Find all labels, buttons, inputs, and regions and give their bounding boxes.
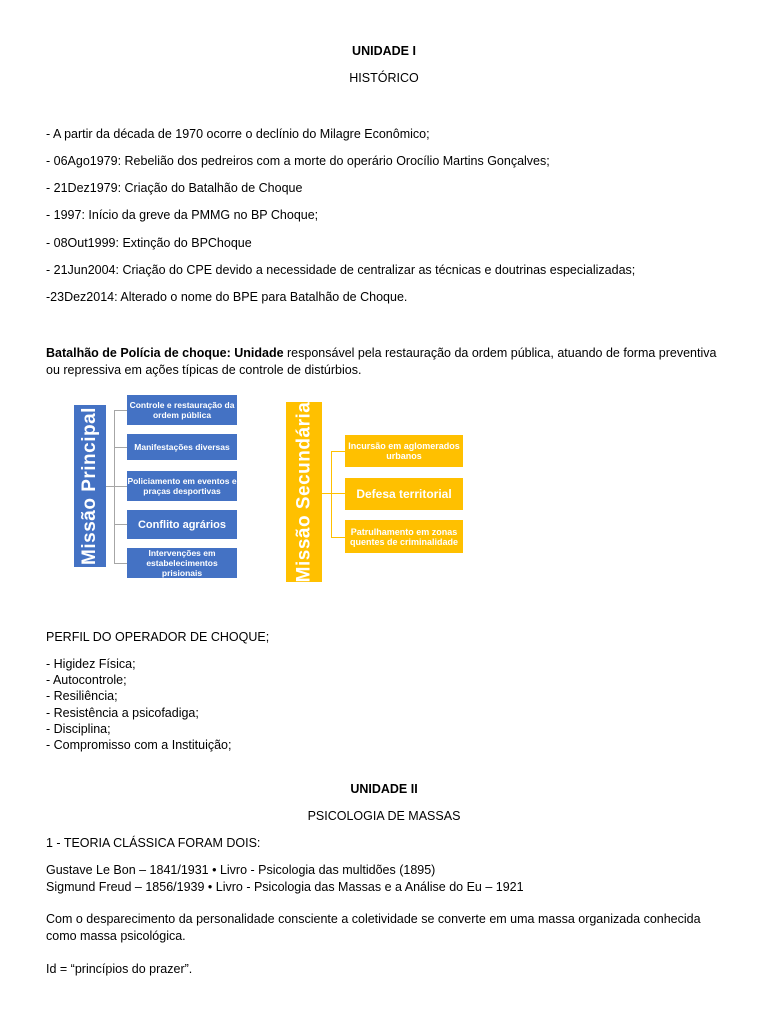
secondary-mission-item: Incursão em aglomerados urbanos (345, 435, 463, 467)
secondary-connector (322, 493, 331, 494)
primary-connector (114, 410, 127, 411)
secondary-connector (331, 537, 345, 538)
primary-mission-item: Intervenções em estabelecimentos prisionais (127, 548, 237, 578)
primary-mission-item: Conflito agrários (127, 510, 237, 539)
secondary-mission-title: Missão Secundária (293, 401, 314, 583)
author-line: Sigmund Freud – 1856/1939 • Livro - Psicologia das Massas e a Análise do Eu – 1921 (46, 880, 524, 894)
history-item: - A partir da década de 1970 ocorre o declínio do Milagre Econômico; (46, 127, 430, 141)
author-line: Gustave Le Bon – 1841/1931 • Livro - Psicologia das multidões (1895) (46, 863, 436, 877)
definition-text: responsável pela restauração da ordem pública, atuando de forma preventiva ou repressiva em ações típicas de controle de distúrbios. (46, 346, 717, 377)
history-item: - 21Dez1979: Criação do Batalhão de Choque (46, 181, 303, 195)
primary-connector (114, 524, 127, 525)
secondary-mission-bar (286, 402, 322, 582)
theory-heading: 1 - TEORIA CLÁSSICA FORAM DOIS: (46, 836, 261, 850)
unit2-subheading: PSICOLOGIA DE MASSAS (307, 809, 461, 823)
history-item: - 06Ago1979: Rebelião dos pedreiros com a morte do operário Orocílio Martins Gonçalves; (46, 154, 550, 168)
mass-psychology-paragraph: Com o desparecimento da personalidade consciente a coletividade se converte em uma massa organizada conhecida como massa psicológica. (46, 912, 701, 943)
profile-item: - Higidez Física; (46, 657, 136, 671)
primary-connector (114, 563, 127, 564)
history-item: - 1997: Início da greve da PMMG no BP Choque; (46, 208, 319, 222)
history-item: - 08Out1999: Extinção do BPChoque (46, 236, 252, 250)
secondary-connector (331, 493, 345, 494)
secondary-mission-item: Patrulhamento em zonas quentes de criminalidade (345, 520, 463, 553)
primary-connector (114, 486, 127, 487)
history-item: - 21Jun2004: Criação do CPE devido a necessidade de centralizar as técnicas e doutrinas especializadas; (46, 263, 636, 277)
definition-paragraph (46, 345, 726, 379)
primary-mission-item: Policiamento em eventos e praças desportivas (127, 471, 237, 501)
history-item: -23Dez2014: Alterado o nome do BPE para Batalhão de Choque. (46, 290, 408, 304)
secondary-connector (331, 451, 345, 452)
primary-connector (114, 447, 127, 448)
primary-mission-bar (74, 405, 106, 567)
unit2-heading: UNIDADE II (350, 782, 418, 796)
profile-item: - Compromisso com a Instituição; (46, 738, 232, 752)
profile-heading: PERFIL DO OPERADOR DE CHOQUE; (46, 630, 270, 644)
primary-mission-item: Controle e restauração da ordem pública (127, 395, 237, 425)
profile-item: - Resistência a psicofadiga; (46, 706, 199, 720)
secondary-mission-item: Defesa territorial (345, 478, 463, 510)
profile-item: - Resiliência; (46, 689, 118, 703)
unit1-subheading: HISTÓRICO (349, 71, 419, 85)
primary-mission-title: Missão Principal (79, 407, 101, 565)
unit1-heading: UNIDADE I (352, 44, 416, 58)
profile-item: - Autocontrole; (46, 673, 127, 687)
id-line: Id = “princípios do prazer”. (46, 962, 193, 976)
definition-label: Batalhão de Polícia de choque: Unidade (46, 346, 284, 360)
profile-item: - Disciplina; (46, 722, 111, 736)
primary-connector (106, 486, 114, 487)
primary-mission-item: Manifestações diversas (127, 434, 237, 460)
secondary-connector (331, 451, 332, 537)
